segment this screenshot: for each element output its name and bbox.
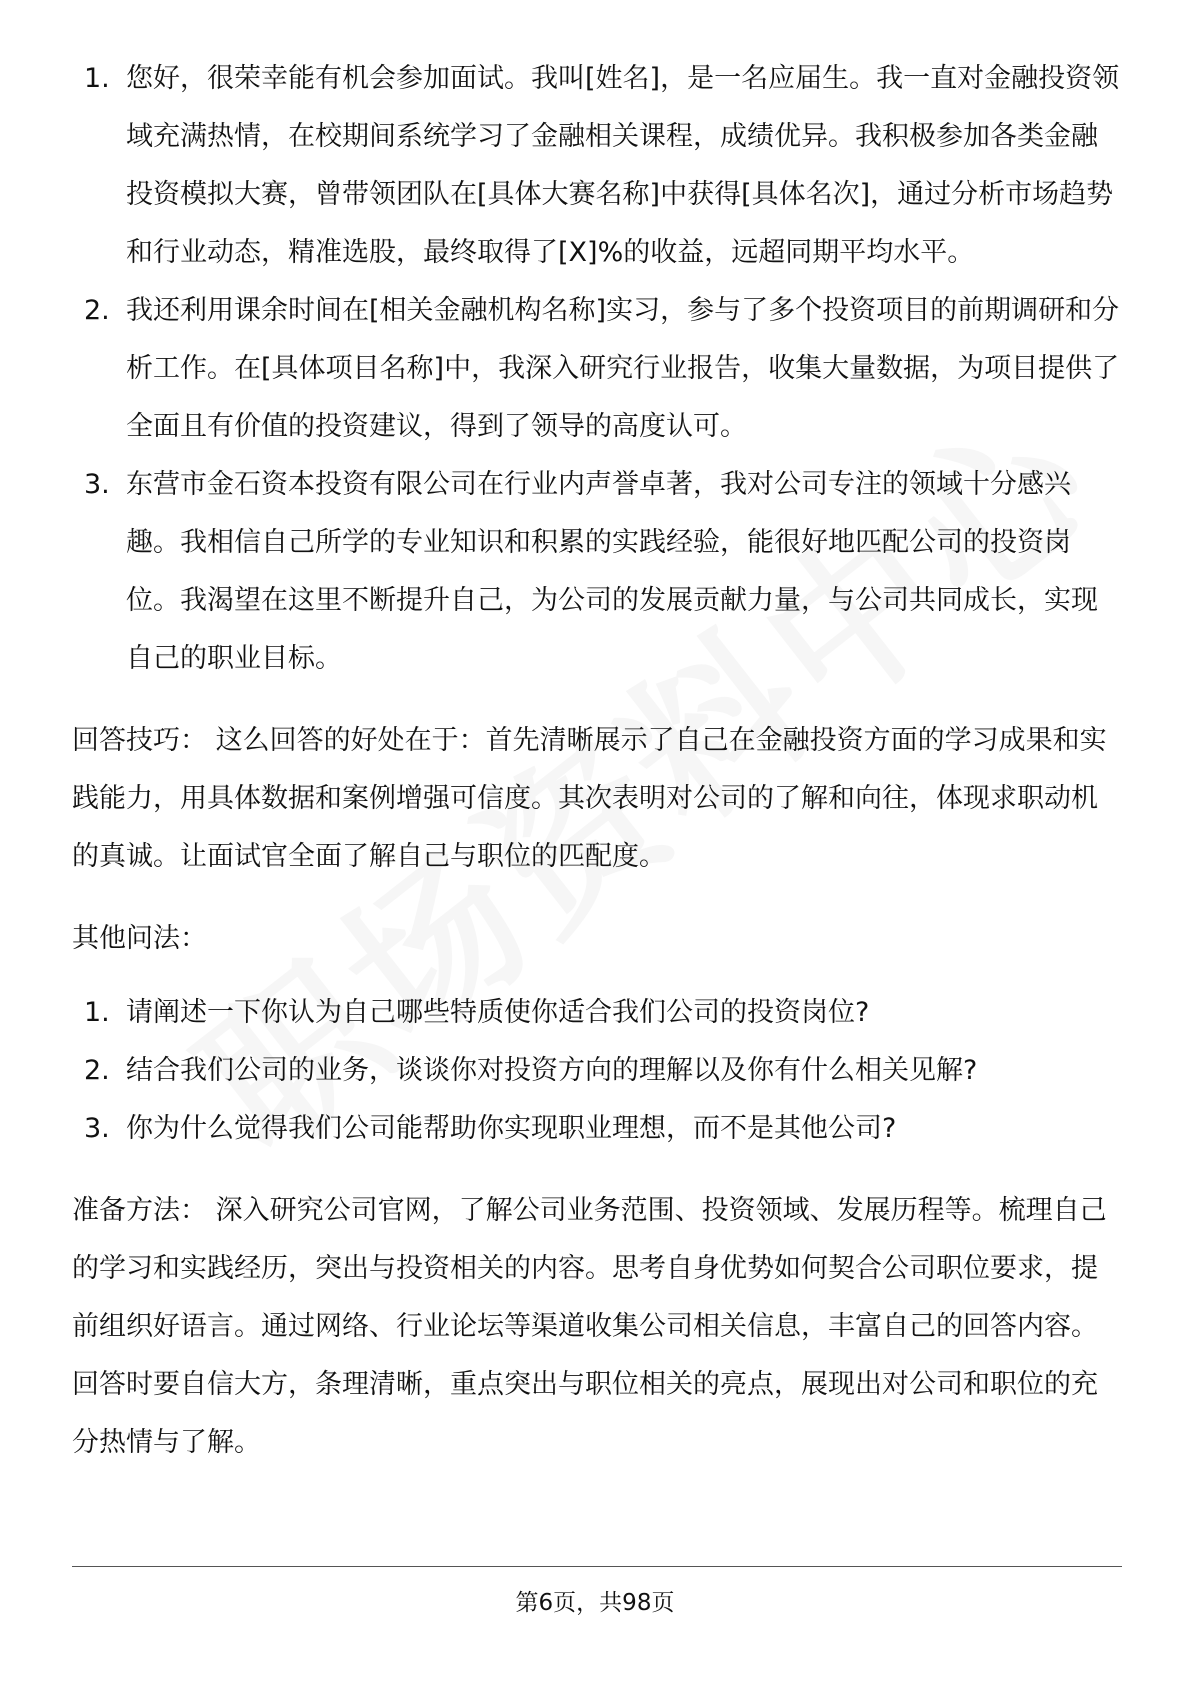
page-content — [72, 50, 1122, 1472]
list-item-text: 东营市金石资本投资有限公司在行业内声誉卓著，我对公司专注的领域十分感兴趣。我相信自己所学的专业知识和积累的实践经验，能很好地匹配公司的投资岗位。我渴望在这里不断提升自己，为公司的发展贡献力量，与公司共同成长，实现自己的职业目标。 — [126, 469, 1098, 674]
list-item — [72, 50, 1122, 282]
answer-list — [72, 50, 1122, 688]
list-number: 3. — [84, 469, 110, 500]
other-questions-heading: 其他问法： — [72, 923, 207, 954]
list-item — [72, 1100, 1122, 1158]
list-number: 2. — [84, 1055, 110, 1086]
other-questions-list — [72, 984, 1122, 1158]
list-number: 2. — [84, 295, 110, 326]
list-number: 1. — [84, 997, 110, 1028]
list-number: 1. — [84, 63, 110, 94]
list-item-text: 请阐述一下你认为自己哪些特质使你适合我们公司的投资岗位? — [126, 997, 870, 1028]
preparation-method: 准备方法： 深入研究公司官网，了解公司业务范围、投资领域、发展历程等。梳理自己的学习和实践经历，突出与投资相关的内容。思考自身优势如何契合公司职位要求，提前组织好语言。通过网络、行业论坛等渠道收集公司相关信息，丰富自己的回答内容。回答时要自信大方，条理清晰，重点突出与职位相关的亮点，展现出对公司和职位的充分热情与了解。 — [72, 1195, 1107, 1458]
list-item — [72, 984, 1122, 1042]
page-number: 第6页，共98页 — [515, 1590, 675, 1616]
footer-divider — [72, 1566, 1122, 1567]
list-item-text: 我还利用课余时间在[相关金融机构名称]实习，参与了多个投资项目的前期调研和分析工作。在[具体项目名称]中，我深入研究行业报告，收集大量数据，为项目提供了全面且有价值的投资建议，得到了领导的高度认可。 — [126, 295, 1120, 442]
list-item-text: 您好，很荣幸能有机会参加面试。我叫[姓名]，是一名应届生。我一直对金融投资领域充满热情，在校期间系统学习了金融相关课程，成绩优异。我积极参加各类金融投资模拟大赛，曾带领团队在[具体大赛名称]中获得[具体名次]，通过分析市场趋势和行业动态，精准选股，最终取得了[X]%的收益，远超同期平均水平。 — [126, 63, 1120, 268]
list-item — [72, 456, 1122, 688]
list-item-text: 你为什么觉得我们公司能帮助你实现职业理想，而不是其他公司? — [126, 1113, 897, 1144]
list-item — [72, 282, 1122, 456]
list-item-text: 结合我们公司的业务，谈谈你对投资方向的理解以及你有什么相关见解? — [126, 1055, 978, 1086]
answer-tips: 回答技巧： 这么回答的好处在于：首先清晰展示了自己在金融投资方面的学习成果和实践能力，用具体数据和案例增强可信度。其次表明对公司的了解和向往，体现求职动机的真诚。让面试官全面了解自己与职位的匹配度。 — [72, 725, 1107, 872]
list-item — [72, 1042, 1122, 1100]
list-number: 3. — [84, 1113, 110, 1144]
